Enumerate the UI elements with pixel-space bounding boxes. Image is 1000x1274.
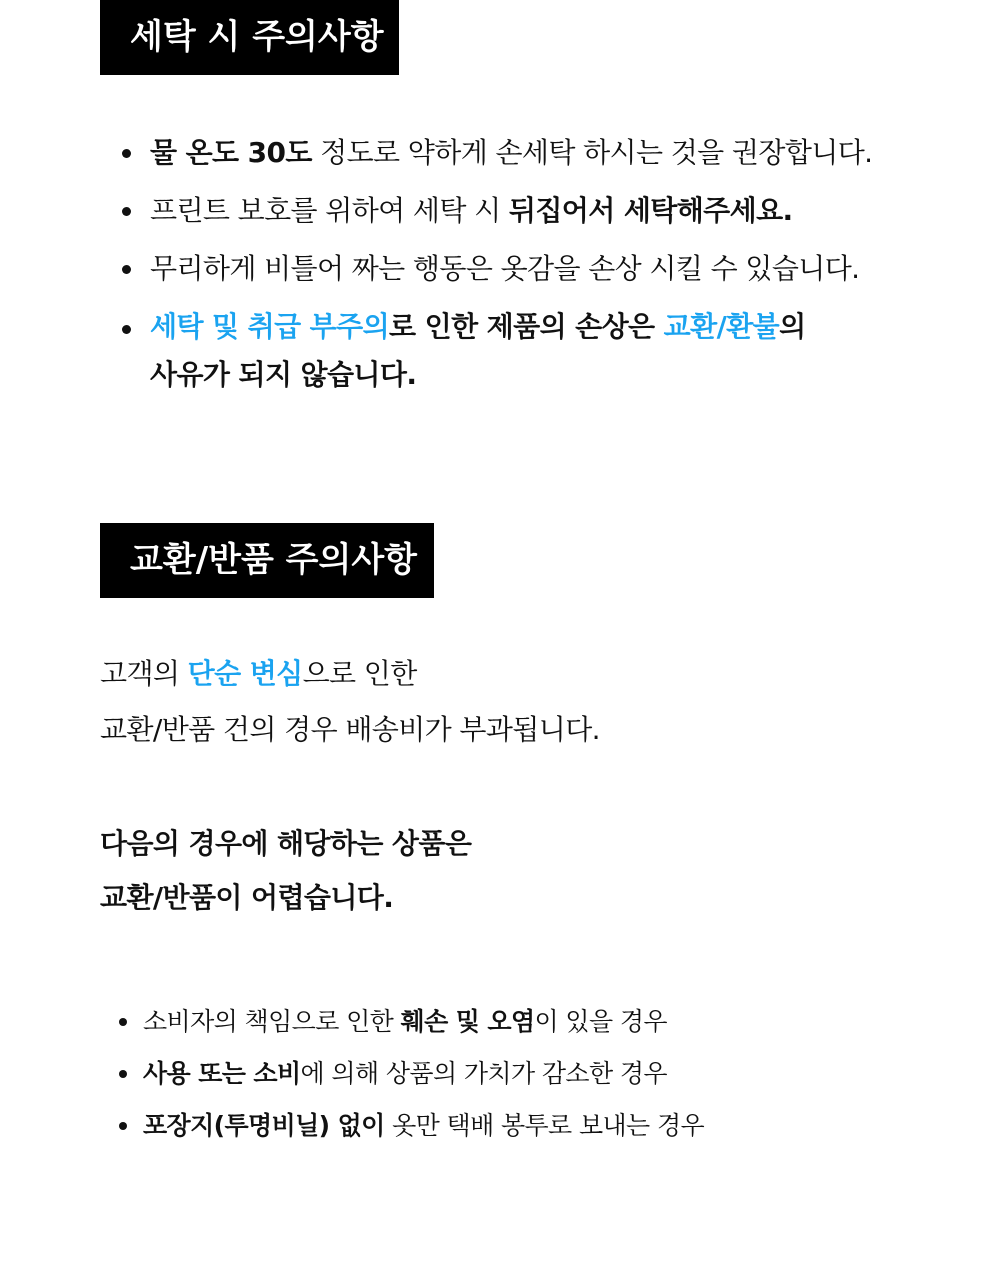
intro-text: 으로 인한 [302, 657, 417, 690]
list-item-text: 에 의해 상품의 가치가 감소한 경우 [300, 1059, 667, 1088]
list-item [150, 240, 872, 298]
shipping-fee-intro [100, 652, 417, 692]
bullet-icon [119, 1070, 127, 1078]
no-packaging-text: 포장지(투명비닐) 없이 [143, 1111, 385, 1140]
inside-out-wash-text: 뒤집어서 세탁해주세요. [508, 194, 793, 227]
bullet-icon [122, 149, 131, 158]
list-item-text: 이 있을 경우 [534, 1007, 667, 1036]
list-item-text: 의 [779, 310, 806, 343]
bullet-icon [119, 1122, 127, 1130]
list-item-text: 무리하게 비틀어 짜는 행동은 옷감을 손상 시킬 수 있습니다. [150, 252, 860, 285]
washing-instructions-list [150, 124, 872, 399]
list-item [143, 1048, 704, 1100]
list-item-text: 프린트 보호를 위하여 세탁 시 [150, 194, 509, 227]
bullet-icon [122, 207, 131, 216]
non-returnable-heading-line2: 교환/반품이 어렵습니다. [100, 881, 394, 914]
list-item [150, 298, 872, 399]
bullet-icon [122, 325, 131, 334]
exchange-refund-highlight: 교환/환불 [663, 310, 780, 343]
change-of-mind-highlight: 단순 변심 [187, 657, 303, 690]
bullet-icon [122, 265, 131, 274]
list-item [150, 124, 872, 182]
exchange-section-title: 교환/반품 주의사항 [100, 523, 434, 598]
non-returnable-heading-line1: 다음의 경우에 해당하는 상품은 [100, 827, 472, 860]
damage-contamination-text: 훼손 및 오염 [400, 1007, 535, 1036]
non-returnable-conditions-list [143, 996, 704, 1152]
bullet-icon [119, 1018, 127, 1026]
list-item-text: 소비자의 책임으로 인한 [143, 1007, 401, 1036]
careless-handling-highlight: 세탁 및 취급 부주의 [150, 310, 390, 343]
list-item [150, 182, 872, 240]
washing-section-title: 세탁 시 주의사항 [100, 0, 399, 75]
list-item [143, 996, 704, 1048]
list-item-text: 로 인한 제품의 손상은 [389, 310, 664, 343]
list-item-text-line2: 사유가 되지 않습니다. [150, 358, 417, 391]
intro-text: 고객의 [100, 657, 188, 690]
use-or-consumption-text: 사용 또는 소비 [143, 1059, 301, 1088]
shipping-fee-notice: 교환/반품 건의 경우 배송비가 부과됩니다. [100, 713, 600, 746]
list-item-text: 정도로 약하게 손세탁 하시는 것을 권장합니다. [311, 136, 873, 169]
list-item [143, 1100, 704, 1152]
water-temperature-text: 물 온도 30도 [150, 136, 312, 169]
list-item-text: 옷만 택배 봉투로 보내는 경우 [384, 1111, 705, 1140]
